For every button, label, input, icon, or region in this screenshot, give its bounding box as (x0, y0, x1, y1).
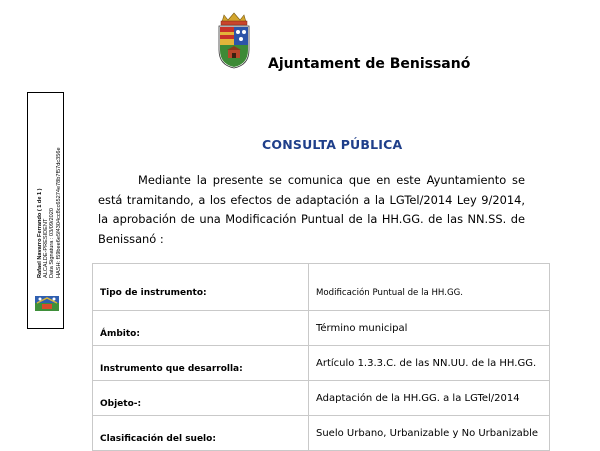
municipal-crest-icon (215, 12, 253, 70)
signer-name: Rafael Navarro Ferrando ( 1 de 1 ) (37, 188, 43, 278)
signer-role: ALCALDE-PRESIDENT (43, 218, 50, 278)
signature-date: Data Signatura : 03/09/2020 (49, 208, 56, 278)
intro-paragraph: Mediante la presente se comunica que en este Ayuntamiento se está tramitando, a los efectos de adaptación a la LGTel/2014 Ley 9/2014, la aprobación de una Modificación Puntual de la HH.GG. de las NN.SS. de Benissanó : (98, 173, 525, 246)
row-label: Ámbito: (93, 311, 309, 346)
row-value: Modificación Puntual de la HH.GG. (309, 264, 550, 311)
signature-hash: HASH: f59bee6e5f4304cc8cc65274e78b7f57dc356e (55, 147, 62, 278)
row-value: Término municipal (309, 311, 550, 346)
table-row (93, 264, 550, 311)
table-row (93, 311, 550, 346)
info-table (92, 263, 550, 451)
row-label: Objeto-: (93, 381, 309, 416)
row-value: Suelo Urbano, Urbanizable y No Urbanizable (309, 416, 550, 451)
row-label: Clasificación del suelo: (93, 416, 309, 451)
signature-stamp-text (37, 147, 62, 278)
table-row (93, 346, 550, 381)
table-row (93, 381, 550, 416)
small-crest-icon (34, 294, 60, 312)
municipality-name: Ajuntament de Benissanó (268, 56, 471, 72)
table-row (93, 416, 550, 451)
row-label: Tipo de instrumento: (93, 264, 309, 311)
row-value: Adaptación de la HH.GG. a la LGTel/2014 (309, 381, 550, 416)
document-title: CONSULTA PÚBLICA (262, 137, 403, 152)
row-value: Artículo 1.3.3.C. de las NN.UU. de la HH.GG. (309, 346, 550, 381)
row-label: Instrumento que desarrolla: (93, 346, 309, 381)
